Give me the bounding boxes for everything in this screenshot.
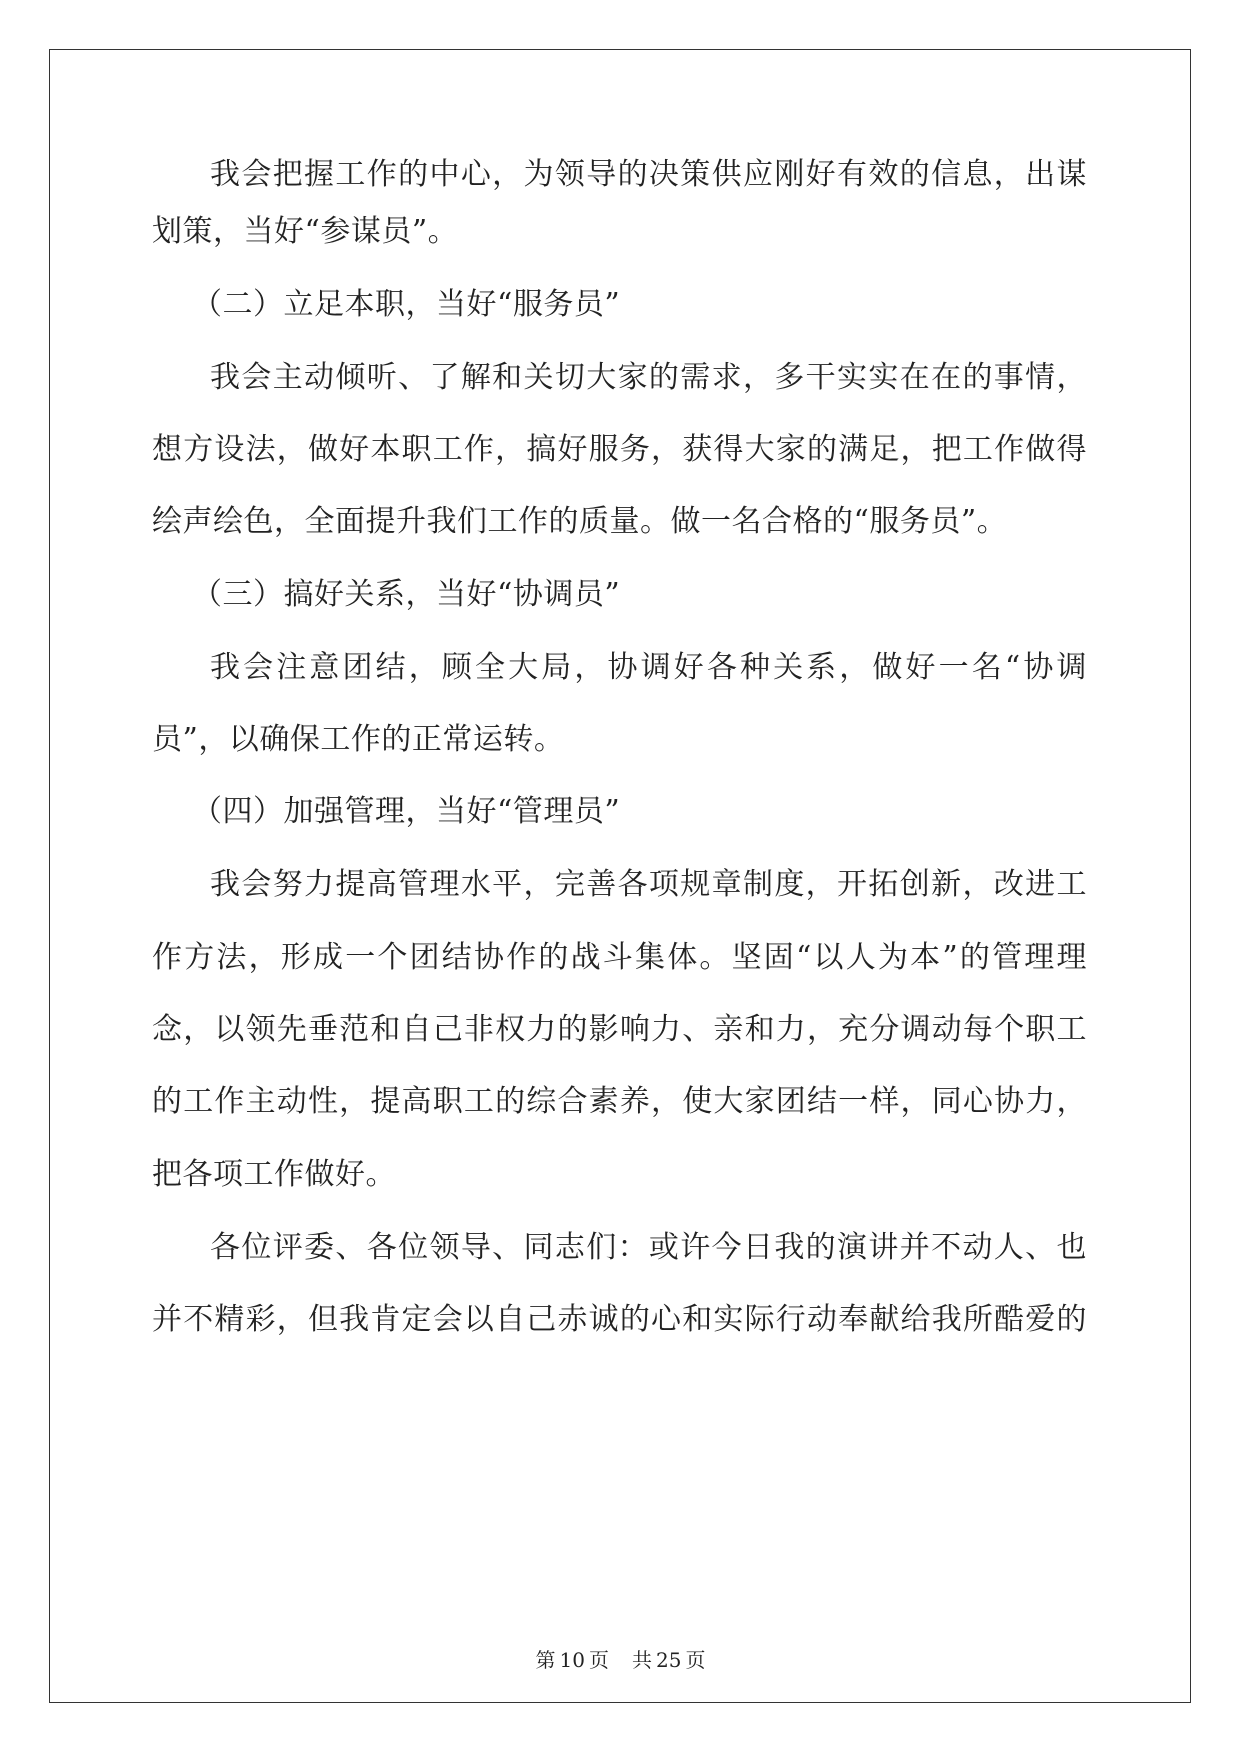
paragraph-4-line-4: 的工作主动性，提高职工的综合素养，使大家团结一样，同心协力， <box>152 1084 1087 1119</box>
paragraph-2-line-3: 绘声绘色，全面提升我们工作的质量。做一名合格的“服务员”。 <box>152 504 1008 539</box>
paragraph-1-line-2: 划策，当好“参谋员”。 <box>152 214 459 249</box>
paragraph-4-line-3: 念，以领先垂范和自己非权力的影响力、亲和力，充分调动每个职工 <box>152 1012 1087 1047</box>
paragraph-4-line-5: 把各项工作做好。 <box>152 1157 396 1192</box>
paragraph-3-line-1: 我会注意团结，顾全大局，协调好各种关系，做好一名“协调 <box>210 650 1087 685</box>
paragraph-4-line-1: 我会努力提高管理水平，完善各项规章制度，开拓创新，改进工 <box>210 867 1087 902</box>
paragraph-2-line-1: 我会主动倾听、了解和关切大家的需求，多干实实在在的事情， <box>210 360 1087 395</box>
footer-current-prefix: 第 <box>535 1648 556 1672</box>
page-number-footer <box>0 1647 1241 1673</box>
paragraph-5-line-2: 并不精彩，但我肯定会以自己赤诚的心和实际行动奉献给我所酷爱的 <box>152 1302 1087 1337</box>
section-heading-4: （四）加强管理，当好“管理员” <box>192 794 621 829</box>
paragraph-3-line-2: 员”，以确保工作的正常运转。 <box>152 722 565 757</box>
paragraph-1-line-1: 我会把握工作的中心，为领导的决策供应刚好有效的信息，出谋 <box>210 157 1087 192</box>
footer-total-prefix: 共 <box>632 1648 653 1672</box>
paragraph-5-line-1: 各位评委、各位领导、同志们：或许今日我的演讲并不动人、也 <box>210 1230 1087 1265</box>
paragraph-2-line-2: 想方设法，做好本职工作，搞好服务，获得大家的满足，把工作做得 <box>152 432 1087 467</box>
footer-current-page: 10 <box>559 1648 585 1672</box>
footer-current-suffix: 页 <box>588 1648 609 1672</box>
footer-total-pages: 25 <box>656 1648 682 1672</box>
paragraph-4-line-2: 作方法，形成一个团结协作的战斗集体。坚固“以人为本”的管理理 <box>152 940 1087 975</box>
section-heading-3: （三）搞好关系，当好“协调员” <box>192 577 621 612</box>
footer-total-suffix: 页 <box>685 1648 706 1672</box>
section-heading-2: （二）立足本职，当好“服务员” <box>192 287 621 322</box>
